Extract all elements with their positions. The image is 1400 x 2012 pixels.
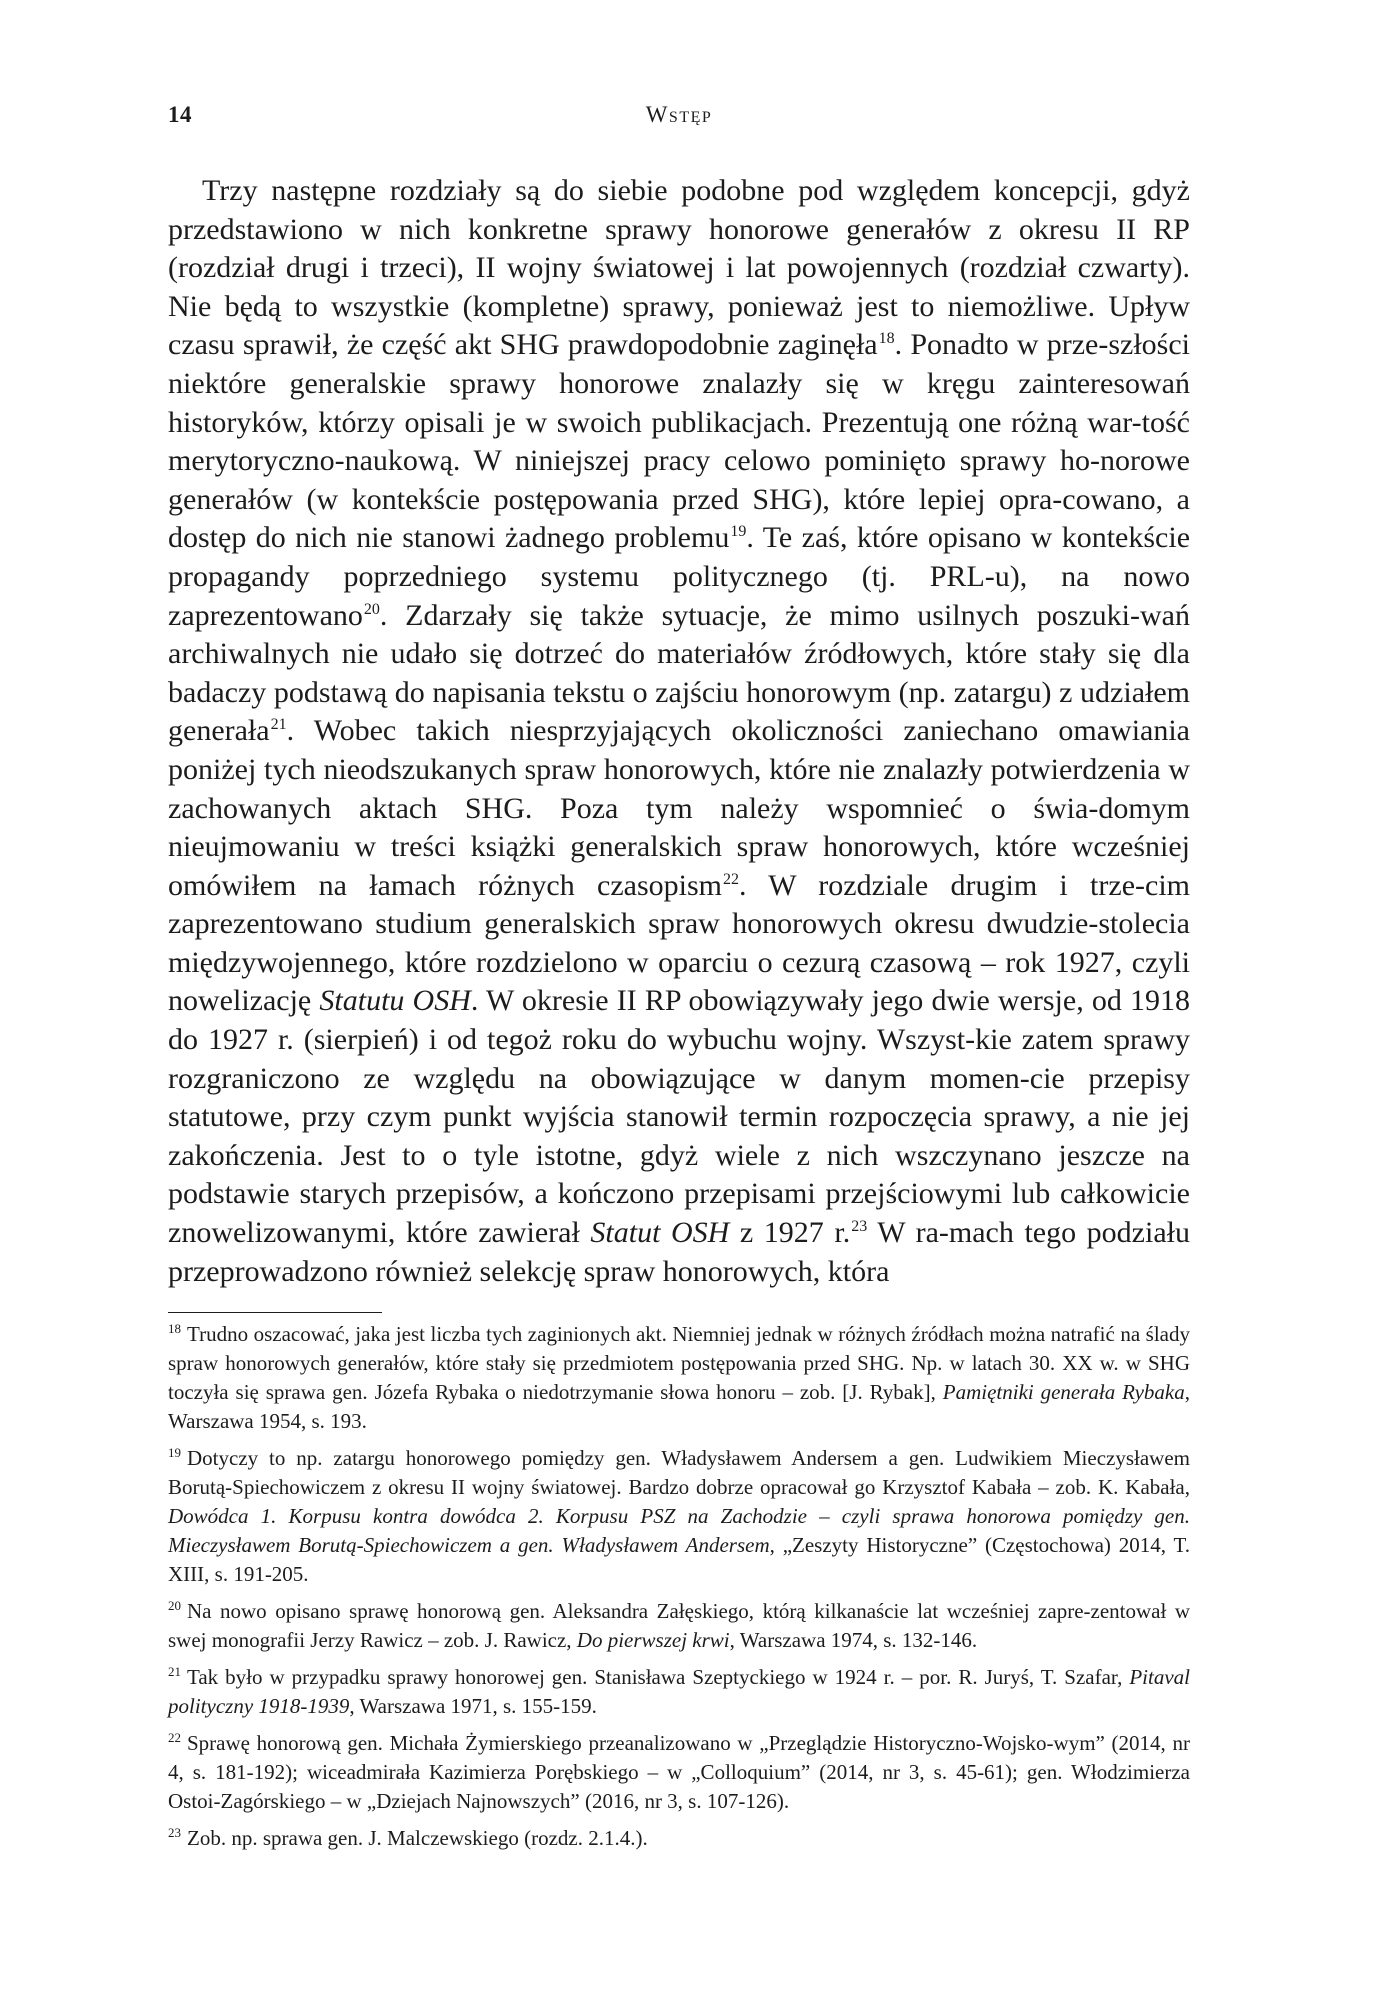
text-run: . Ponadto w prze-szłości niektóre generalskie sprawy honorowe znalazły się w kręgu zainteresowań historyków, którzy opisali je w swoich publikacjach. Prezentują one różną war-tość merytoryczno-naukową. W niniejszej pracy celowo pominięto sprawy ho-norowe generałów (w kontekście postępowania przed SHG), które lepiej opra-cowano, a dostęp do nich nie stanowi żadnego problemu — [168, 328, 1190, 555]
text-run: . W rozdziale drugim i trze-cim zaprezentowano studium generalskich spraw honorowych okresu dwudzie-stolecia międzywojennego, które rozdzielono w oparciu o cezurą czasową – rok 1927, czyli nowelizację — [168, 868, 1190, 1018]
footnote-text: Na nowo opisano sprawę honorową gen. Aleksandra Załęskiego, którą kilkanaście lat wcześniej zapre-zentował w swej monografii Jerzy Rawicz – zob. J. Rawicz, — [168, 1599, 1190, 1652]
footnotes — [168, 1320, 1190, 1861]
page-number: 14 — [168, 102, 192, 127]
footnote — [168, 1444, 1190, 1589]
text-run: . Te zaś, które opisano w kontekście propagandy poprzedniego systemu politycznego (tj. PRL-u), na nowo zaprezentowano — [168, 521, 1191, 632]
text-run: . Wobec takich niesprzyjających okoliczności zaniechano omawiania poniżej tych nieodszukanych spraw honorowych, które nie znalazły potwierdzenia w zachowanych aktach SHG. Poza tym należy wspomnieć o świa-domym nieujmowaniu w treści książki generalskich spraw honorowych, które wcześniej omówiłem na łamach różnych czasopism — [168, 714, 1190, 902]
footnote-number: 18 — [168, 1321, 181, 1336]
footnote-ref: 22 — [722, 870, 739, 888]
running-head: Wstęp — [645, 102, 713, 127]
footnote-text: , Warszawa 1971, s. 155-159. — [349, 1694, 597, 1718]
footnote-ref: 21 — [270, 716, 287, 734]
footnote-text: , „Zeszyty Historyczne” (Częstochowa) 2014, T. XIII, s. 191-205. — [168, 1533, 1191, 1586]
footnote — [168, 1320, 1190, 1436]
footnote-ref: 19 — [730, 523, 747, 541]
footnote-separator — [168, 1312, 382, 1313]
footnote-italic: Dowódca 1. Korpusu kontra dowódca 2. Korpusu PSZ na Zachodzie – czyli sprawa honorowa pomiędzy gen. Mieczysławem Borutą-Spiechowiczem a gen. Władysławem Andersem — [168, 1504, 1190, 1557]
footnote — [168, 1597, 1190, 1655]
footnote-italic: Do pierwszej krwi — [576, 1628, 730, 1652]
text-run: z 1927 r. — [729, 1216, 851, 1250]
paragraph — [168, 172, 1190, 1291]
footnote-text: Sprawę honorową gen. Michała Żymierskiego przeanalizowano w „Przeglądzie Historyczno-Wojsko-wym” (2014, nr 4, s. 181-192); wiceadmirała Kazimierza Porębskiego – w „Colloquium” (2014, nr 3, s. 45-61); gen. Włodzimierza Ostoi-Zagórskiego – w „Dziejach Najnowszych” (2016, nr 3, s. 107-126). — [168, 1731, 1190, 1813]
italic-title: Statutu OSH — [319, 984, 471, 1018]
footnote-text: Trudno oszacować, jaka jest liczba tych zaginionych akt. Niemniej jednak w różnych źródłach można natrafić na ślady spraw honorowych generałów, które stały się przedmiotem postępowania przed SHG. Np. w latach 30. XX w. w SHG toczyła się sprawa gen. Józefa Rybaka o niedotrzymanie słowa honoru – zob. [J. Rybak], — [168, 1322, 1190, 1404]
footnote — [168, 1729, 1190, 1816]
footnote-ref: 23 — [851, 1218, 868, 1236]
footnote-text: , Warszawa 1954, s. 193. — [168, 1380, 1190, 1433]
footnote-ref: 20 — [363, 600, 380, 618]
footnote-italic: Pitaval polityczny 1918-1939 — [168, 1665, 1190, 1718]
footnote-number: 21 — [168, 1664, 181, 1679]
footnote-ref: 18 — [878, 330, 895, 348]
footnote-text: Dotyczy to np. zatargu honorowego pomiędzy gen. Władysławem Andersem a gen. Ludwikiem Mieczysławem Borutą-Spiechowiczem z okresu II wojny światowej. Bardzo dobrze opracował go Krzysztof Kabała – zob. K. Kabała, — [168, 1446, 1190, 1499]
footnote-text: , Warszawa 1974, s. 132-146. — [729, 1628, 978, 1652]
footnote — [168, 1663, 1190, 1721]
footnote-text: Tak było w przypadku sprawy honorowej gen. Stanisława Szeptyckiego w 1924 r. – por. R. Juryś, T. Szafar, — [187, 1665, 1130, 1689]
footnote-italic: Pamiętniki generała Rybaka — [942, 1380, 1185, 1404]
text-run: . W okresie II RP obowiązywały jego dwie wersje, od 1918 do 1927 r. (sierpień) i od tegoż roku do wybuchu wojny. Wszyst-kie zatem sprawy rozgraniczono ze względu na obowiązujące w danym momen-cie przepisy statutowe, przy czym punkt wyjścia stanowił termin rozpoczęcia sprawy, a nie jej zakończenia. Jest to o tyle istotne, gdyż wiele z nich wszczynano jeszcze na podstawie starych przepisów, a kończono przepisami przejściowymi lub całkowicie znowelizowanymi, które zawierał — [168, 984, 1190, 1250]
text-run: Trzy następne rozdziały są do siebie podobne pod względem koncepcji, gdyż przedstawiono w nich konkretne sprawy honorowe generałów z okresu II RP (rozdział drugi i trzeci), II wojny światowej i lat powojennych (rozdział czwarty). Nie będą to wszystkie (kompletne) sprawy, ponieważ jest to niemożliwe. Upływ czasu sprawił, że część akt SHG prawdopodobnie zaginęła — [168, 174, 1190, 362]
footnote-number: 23 — [168, 1825, 181, 1840]
text-run: . Zdarzały się także sytuacje, że mimo usilnych poszuki-wań archiwalnych nie udało się dotrzeć do materiałów źródłowych, które stały się dla badaczy podstawą do napisania tekstu o zajściu honorowym (np. zatargu) z udziałem generała — [168, 598, 1190, 748]
footnote-number: 20 — [168, 1598, 181, 1613]
footnote-text: Zob. np. sprawa gen. J. Malczewskiego (rozdz. 2.1.4.). — [187, 1826, 648, 1850]
body-text — [168, 172, 1190, 1291]
footnote — [168, 1824, 1190, 1853]
footnote-number: 22 — [168, 1730, 181, 1745]
footnote-number: 19 — [168, 1445, 181, 1460]
text-run: W ra-mach tego podziału przeprowadzono również selekcję spraw honorowych, która — [168, 1216, 1190, 1288]
italic-title: Statut OSH — [590, 1216, 730, 1250]
page-header — [168, 102, 1190, 142]
